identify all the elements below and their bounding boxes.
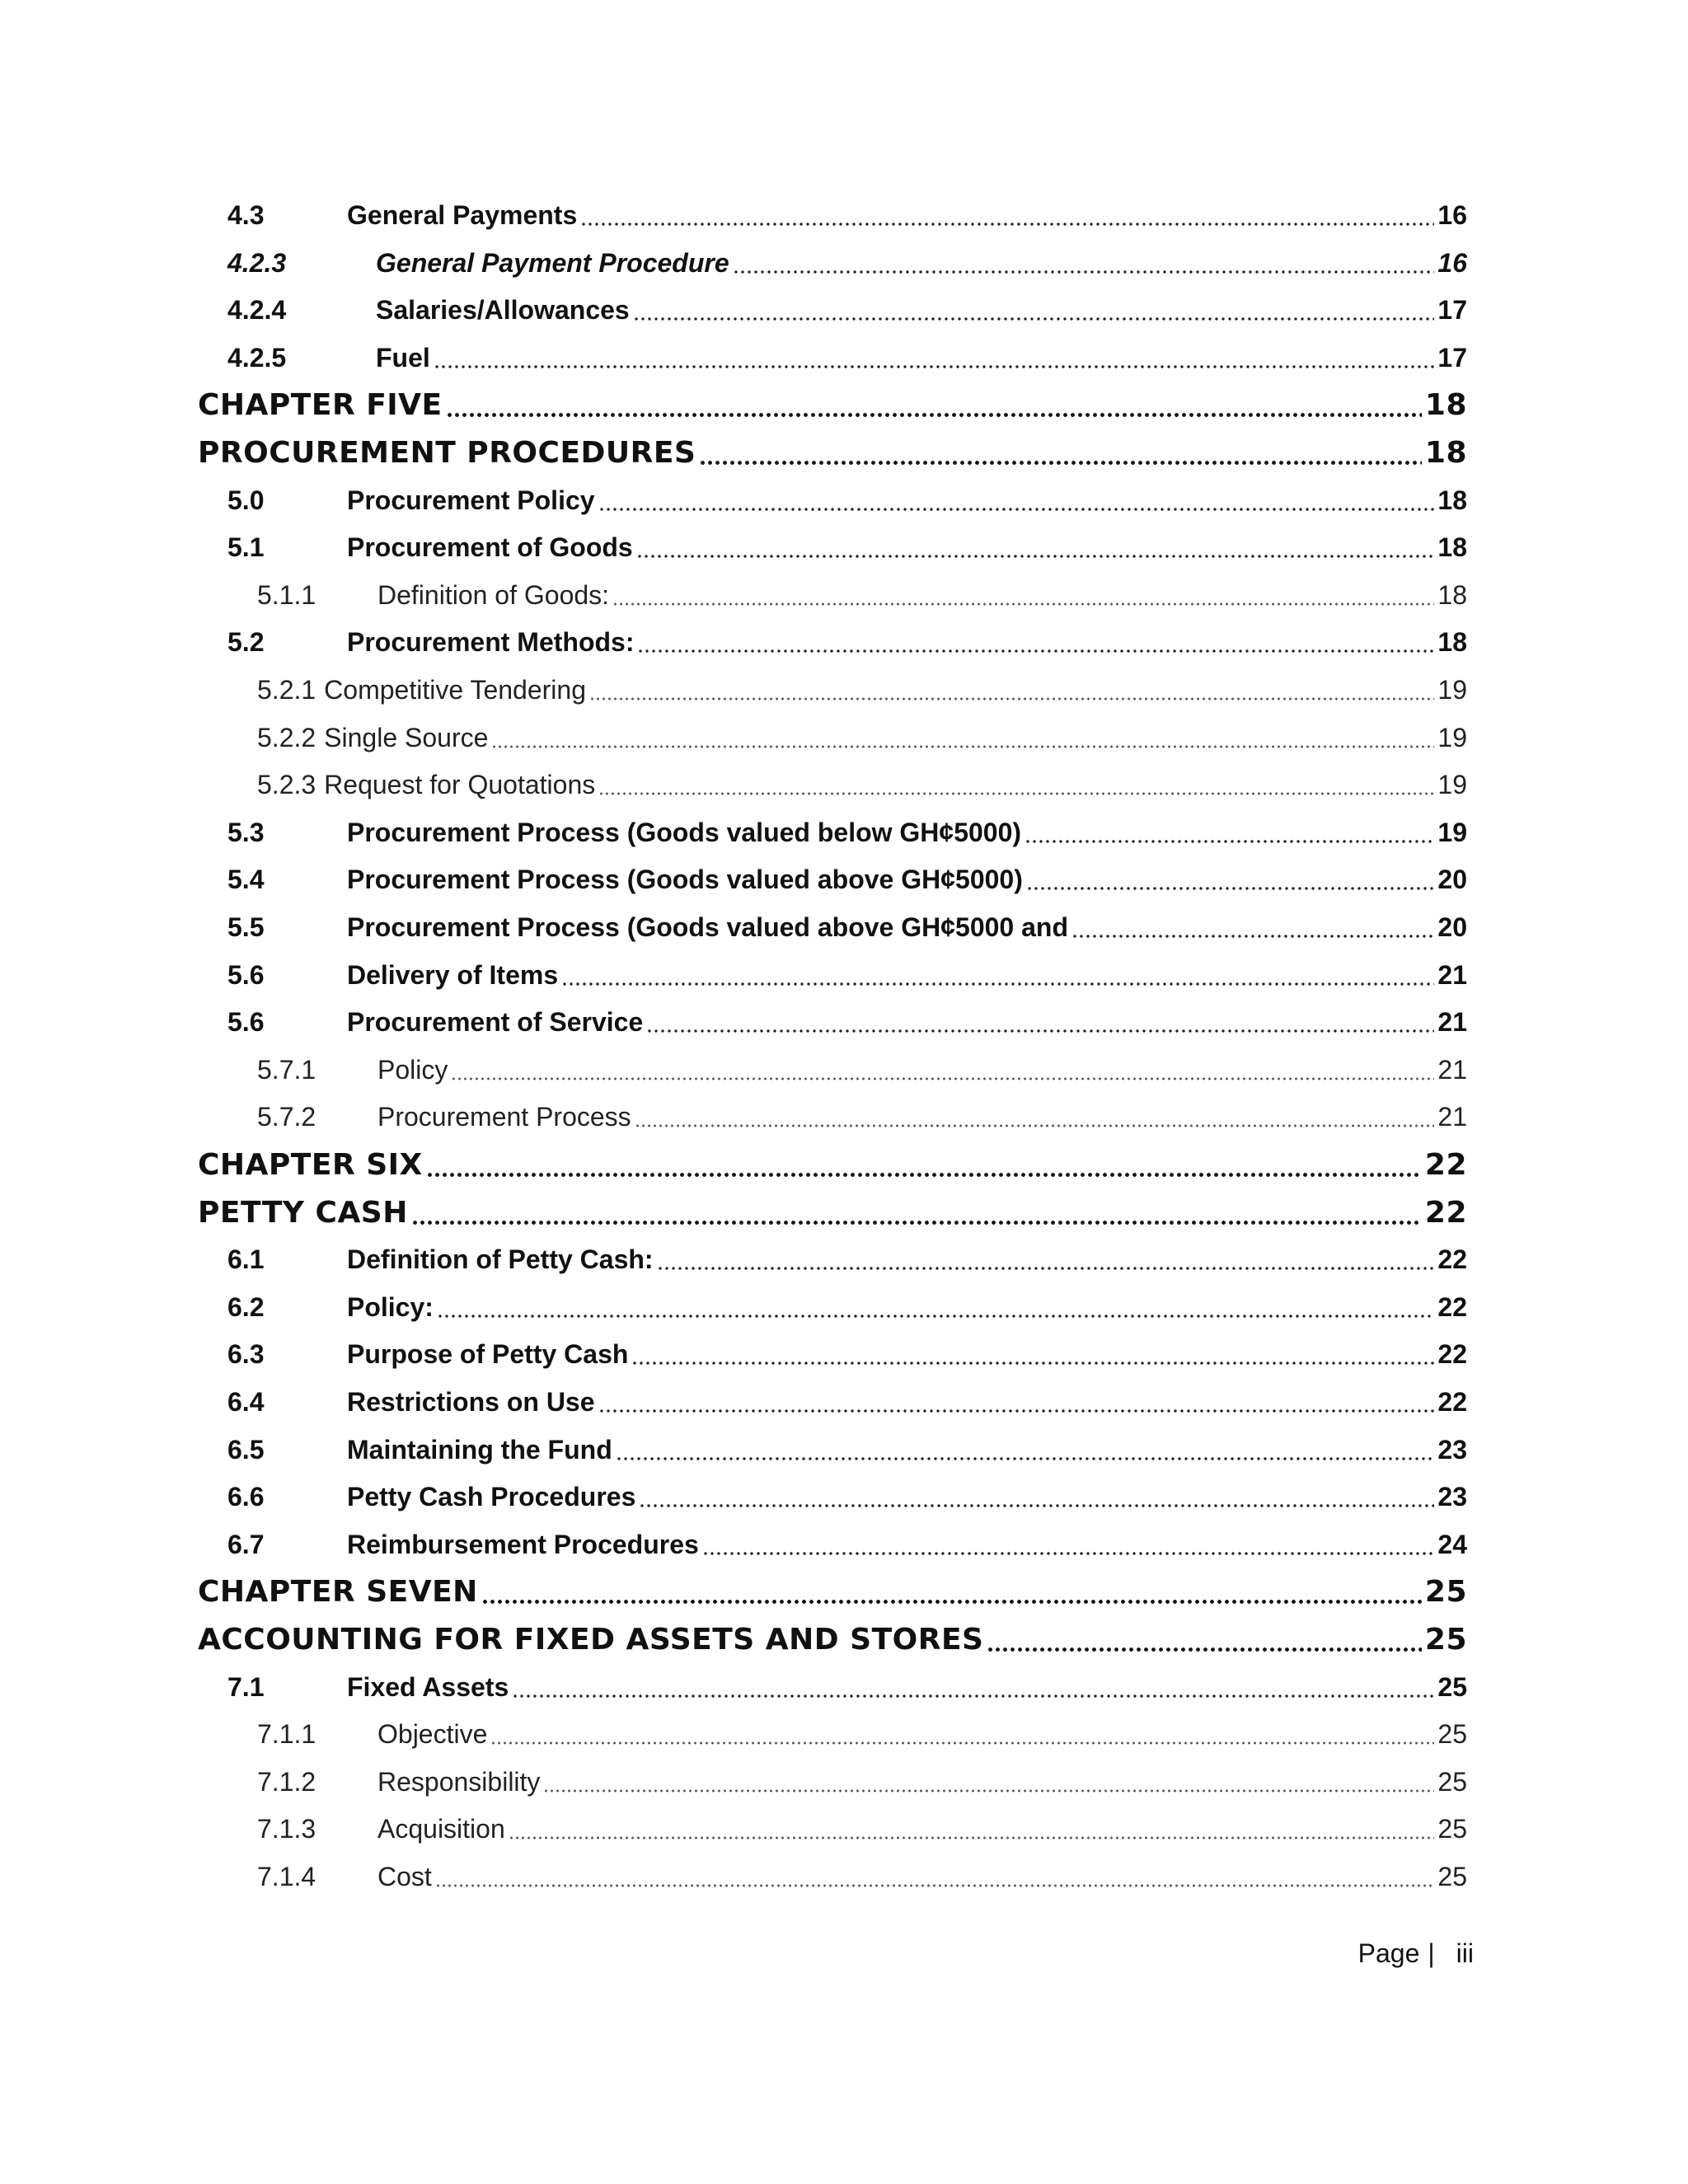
dot-leader xyxy=(481,1600,1422,1604)
toc-entry[interactable] xyxy=(198,1805,1467,1853)
toc-entry-number: 5.0 xyxy=(227,485,265,515)
toc-entry-title: Procurement Policy xyxy=(347,485,595,515)
toc-entry-page: 25 xyxy=(1437,1671,1467,1702)
toc-entry-number: 7.1.1 xyxy=(257,1718,316,1749)
toc-entry[interactable] xyxy=(198,191,1467,239)
toc-entry-title: PROCUREMENT PROCEDURES xyxy=(198,435,696,470)
dot-leader xyxy=(598,792,1434,795)
dot-leader xyxy=(446,413,1422,417)
dot-leader xyxy=(451,1077,1434,1080)
page-number: iii xyxy=(1456,1938,1474,1968)
toc-entry-title: Policy xyxy=(377,1054,448,1085)
toc-entry-number: 4.3 xyxy=(227,199,265,230)
toc-entry-page: 25 xyxy=(1424,1622,1467,1657)
toc-entry-title: Procurement Process (Goods valued below GH¢5000) xyxy=(347,817,1022,847)
toc-entry-title: Objective xyxy=(377,1718,488,1749)
toc-entry-number: 4.2.4 xyxy=(227,294,287,325)
toc-entry-title: Fuel xyxy=(376,342,430,373)
toc-entry-page: 19 xyxy=(1437,769,1467,799)
toc-entry-page: 22 xyxy=(1424,1147,1467,1182)
dot-leader xyxy=(702,1552,1435,1555)
dot-leader xyxy=(637,649,1434,653)
toc-entry[interactable] xyxy=(198,903,1467,951)
toc-entry-page: 18 xyxy=(1437,532,1467,562)
toc-entry-page: 19 xyxy=(1437,722,1467,752)
dot-leader xyxy=(635,1124,1435,1127)
toc-entry[interactable] xyxy=(198,334,1467,382)
toc-entry-title: Salaries/Allowances xyxy=(376,294,630,325)
dot-leader xyxy=(1071,935,1434,938)
dot-leader xyxy=(636,555,1435,558)
dot-leader xyxy=(509,1836,1435,1840)
toc-entry-number: 5.6 xyxy=(227,1006,265,1037)
dot-leader xyxy=(543,1789,1434,1793)
dot-leader xyxy=(580,223,1434,226)
toc-entry-number: 7.1 xyxy=(227,1671,265,1702)
dot-leader xyxy=(561,982,1434,986)
toc-entry-number: 6.2 xyxy=(227,1291,265,1322)
toc-entry-page: 18 xyxy=(1437,579,1467,610)
toc-entry-title: Responsibility xyxy=(377,1766,541,1797)
toc-entry-title: Cost xyxy=(377,1861,432,1891)
toc-entry-page: 16 xyxy=(1437,247,1467,278)
toc-entry-number: 5.4 xyxy=(227,864,265,894)
toc-entry-title: Purpose of Petty Cash xyxy=(347,1338,629,1369)
toc-entry[interactable] xyxy=(198,1521,1467,1568)
toc-entry-number: 5.7.1 xyxy=(257,1054,316,1085)
toc-entry-title: Procurement of Service xyxy=(347,1006,644,1037)
dot-leader xyxy=(491,745,1434,748)
dot-leader xyxy=(631,1361,1434,1365)
toc-entry-title: Single Source xyxy=(324,722,489,752)
toc-entry[interactable] xyxy=(198,1188,1467,1236)
toc-entry-number: 5.5 xyxy=(227,912,265,942)
toc-entry-page: 16 xyxy=(1437,199,1467,230)
toc-entry-number: 5.3 xyxy=(227,817,265,847)
page-label: Page xyxy=(1357,1938,1420,1968)
toc-entry[interactable] xyxy=(198,998,1467,1046)
toc-entry[interactable] xyxy=(198,1235,1467,1283)
toc-entry-page: 18 xyxy=(1424,387,1467,422)
toc-entry[interactable] xyxy=(198,761,1467,808)
toc-entry-number: 6.3 xyxy=(227,1338,265,1369)
toc-entry-number: 7.1.3 xyxy=(257,1813,316,1844)
toc-entry[interactable] xyxy=(198,1615,1467,1663)
toc-entry-page: 22 xyxy=(1437,1291,1467,1322)
toc-entry-number: 5.1.1 xyxy=(257,579,316,610)
toc-entry-page: 21 xyxy=(1437,1006,1467,1037)
toc-entry-title: Petty Cash Procedures xyxy=(347,1481,636,1511)
toc-entry-title: Procurement Process xyxy=(377,1101,631,1132)
toc-entry-page: 23 xyxy=(1437,1434,1467,1465)
toc-entry-title: Procurement Process (Goods valued above GH¢5000 and xyxy=(347,912,1068,942)
dot-leader xyxy=(733,270,1435,274)
toc-entry[interactable] xyxy=(198,1330,1467,1378)
toc-entry-page: 22 xyxy=(1437,1244,1467,1274)
toc-entry[interactable] xyxy=(198,1093,1467,1141)
toc-entry-page: 21 xyxy=(1437,959,1467,990)
toc-entry-page: 20 xyxy=(1437,912,1467,942)
toc-entry-title: General Payments xyxy=(347,199,578,230)
toc-entry[interactable] xyxy=(198,1663,1467,1711)
dot-leader xyxy=(490,1741,1434,1745)
toc-entry-page: 25 xyxy=(1437,1718,1467,1749)
toc-entry-title: Reimbursement Procedures xyxy=(347,1529,699,1559)
toc-entry-page: 18 xyxy=(1424,435,1467,470)
toc-entry-number: 6.5 xyxy=(227,1434,265,1465)
toc-entry-page: 22 xyxy=(1424,1195,1467,1230)
toc-entry-number: 6.1 xyxy=(227,1244,265,1274)
toc-entry-title: Policy: xyxy=(347,1291,434,1322)
dot-leader xyxy=(1025,840,1434,843)
toc-entry-title: Procurement Methods: xyxy=(347,626,635,657)
toc-entry[interactable] xyxy=(198,1568,1467,1615)
toc-entry-title: Request for Quotations xyxy=(324,769,596,799)
toc-entry-title: Definition of Petty Cash: xyxy=(347,1244,654,1274)
toc-entry-page: 18 xyxy=(1437,485,1467,515)
toc-entry-page: 25 xyxy=(1437,1813,1467,1844)
toc-entry-title: CHAPTER FIVE xyxy=(198,387,443,422)
toc-entry[interactable] xyxy=(198,1426,1467,1474)
toc-entry[interactable] xyxy=(198,666,1467,714)
dot-leader xyxy=(987,1647,1421,1652)
toc-entry-title: CHAPTER SEVEN xyxy=(198,1574,478,1609)
dot-leader xyxy=(598,508,1435,511)
toc-entry-title: Definition of Goods: xyxy=(377,579,610,610)
dot-leader xyxy=(437,1315,1434,1318)
dot-leader xyxy=(411,1221,1422,1225)
toc-entry[interactable] xyxy=(198,1710,1467,1758)
toc-entry-page: 25 xyxy=(1437,1766,1467,1797)
toc-entry-title: Delivery of Items xyxy=(347,959,559,990)
toc-entry-title: General Payment Procedure xyxy=(376,247,729,278)
toc-entry-title: CHAPTER SIX xyxy=(198,1147,423,1182)
toc-entry-number: 7.1.2 xyxy=(257,1766,316,1797)
dot-leader xyxy=(1026,887,1435,890)
dot-leader xyxy=(633,317,1435,321)
dot-leader xyxy=(639,1504,1434,1507)
toc-entry[interactable] xyxy=(198,808,1467,856)
toc-entry-number: 6.7 xyxy=(227,1529,265,1559)
toc-entry-title: Maintaining the Fund xyxy=(347,1434,612,1465)
toc-entry-page: 19 xyxy=(1437,817,1467,847)
toc-entry-title: ACCOUNTING FOR FIXED ASSETS AND STORES xyxy=(198,1622,984,1657)
toc-entry-number: 6.4 xyxy=(227,1386,265,1417)
dot-leader xyxy=(598,1409,1435,1413)
toc-entry-title: Procurement of Goods xyxy=(347,532,633,562)
toc-entry-page: 21 xyxy=(1437,1054,1467,1085)
toc-entry-page: 25 xyxy=(1424,1574,1467,1609)
dot-leader xyxy=(512,1694,1434,1698)
toc-entry-number: 5.7.2 xyxy=(257,1101,316,1132)
dot-leader xyxy=(657,1267,1435,1270)
toc-entry[interactable] xyxy=(198,381,1467,429)
toc-entry-number: 5.2 xyxy=(227,626,265,657)
toc-entry-page: 24 xyxy=(1437,1529,1467,1559)
toc-entry[interactable] xyxy=(198,1378,1467,1426)
toc-entry-page: 22 xyxy=(1437,1386,1467,1417)
toc-entry-number: 5.6 xyxy=(227,959,265,990)
toc-entry-title: Restrictions on Use xyxy=(347,1386,595,1417)
toc-entry-number: 5.2.2 xyxy=(257,722,316,752)
toc-entry[interactable] xyxy=(198,476,1467,524)
toc-entry-number: 5.2.3 xyxy=(257,769,316,799)
toc-entry-page: 22 xyxy=(1437,1338,1467,1369)
toc-entry[interactable] xyxy=(198,1758,1467,1806)
dot-leader xyxy=(699,461,1422,465)
toc-entry-page: 20 xyxy=(1437,864,1467,894)
toc-entry-title: Competitive Tendering xyxy=(324,674,586,705)
toc-entry[interactable] xyxy=(198,1283,1467,1331)
toc-entry[interactable] xyxy=(198,1853,1467,1900)
toc-entry-number: 4.2.3 xyxy=(227,247,287,278)
toc-entry[interactable] xyxy=(198,1473,1467,1521)
toc-entry-page: 19 xyxy=(1437,674,1467,705)
toc-entry-number: 7.1.4 xyxy=(257,1861,316,1891)
toc-entry-page: 17 xyxy=(1437,294,1467,325)
dot-leader xyxy=(426,1173,1422,1177)
dot-leader xyxy=(434,365,1435,368)
toc-entry-title: PETTY CASH xyxy=(198,1195,408,1230)
page-separator: | xyxy=(1428,1938,1435,1968)
toc-entry[interactable] xyxy=(198,523,1467,571)
toc-entry-page: 17 xyxy=(1437,342,1467,373)
toc-entry[interactable] xyxy=(198,714,1467,762)
dot-leader xyxy=(612,602,1434,606)
page-footer xyxy=(1358,1929,1474,1978)
toc-entry[interactable] xyxy=(198,429,1467,476)
dot-leader xyxy=(646,1029,1434,1033)
toc-entry-number: 5.1 xyxy=(227,532,265,562)
toc-entry[interactable] xyxy=(198,1046,1467,1094)
toc-entry-number: 4.2.5 xyxy=(227,342,287,373)
dot-leader xyxy=(589,697,1434,701)
toc-entry[interactable] xyxy=(198,286,1467,334)
toc-entry[interactable] xyxy=(198,855,1467,903)
toc-entry-page: 18 xyxy=(1437,626,1467,657)
toc-entry-page: 21 xyxy=(1437,1101,1467,1132)
toc-entry-number: 5.2.1 xyxy=(257,674,316,705)
toc-entry-title: Acquisition xyxy=(377,1813,505,1844)
toc-entry[interactable] xyxy=(198,951,1467,999)
toc-entry-page: 25 xyxy=(1437,1861,1467,1891)
toc-entry-title: Fixed Assets xyxy=(347,1671,509,1702)
toc-entry[interactable] xyxy=(198,618,1467,666)
toc-entry[interactable] xyxy=(198,239,1467,287)
toc-entry-title: Procurement Process (Goods valued above GH¢5000) xyxy=(347,864,1023,894)
toc-entry[interactable] xyxy=(198,571,1467,619)
toc-entry-page: 23 xyxy=(1437,1481,1467,1511)
toc-entry-number: 6.6 xyxy=(227,1481,265,1511)
dot-leader xyxy=(616,1457,1435,1460)
toc-entry[interactable] xyxy=(198,1141,1467,1188)
dot-leader xyxy=(435,1884,1435,1887)
